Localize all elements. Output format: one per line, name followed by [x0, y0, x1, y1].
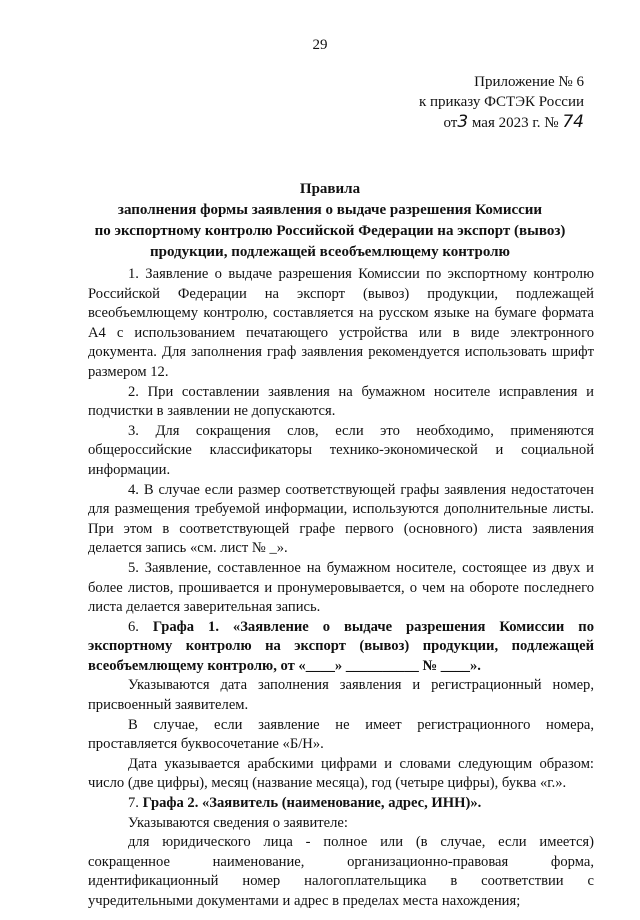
document-title	[60, 179, 600, 263]
appendix-title: Приложение № 6	[474, 74, 584, 90]
appendix-date-line	[419, 112, 584, 133]
appendix-order-ref: к приказу ФСТЭК России	[418, 94, 584, 110]
paragraph-10	[88, 794, 594, 814]
date-middle: мая 2023 г. №	[468, 115, 563, 131]
paragraph-10-heading: Графа 2. «Заявитель (наименование, адрес, ИНН)».	[142, 795, 482, 812]
paragraph-10-number: 7.	[128, 795, 143, 812]
paragraph-5: 5. Заявление, составленное на бумажном носителе, состоящее из двух и более листов, прошивается и пронумеровывается, о чем на обороте последнего листа делается заверительная запись.	[88, 559, 594, 616]
paragraph-6-number: 6.	[128, 618, 153, 635]
paragraph-6-heading: Графа 1. «Заявление о выдаче разрешения Комиссии по экспортному контролю на экспорт (вывоз) продукции, подлежащей всеобъемлющему контролю, от «____» __________ № ____».	[88, 618, 594, 674]
paragraph-11: Указываются сведения о заявителе:	[128, 814, 348, 831]
paragraph-6	[88, 618, 594, 677]
title-line-1: Правила	[299, 181, 361, 197]
paragraph-2: 2. При составлении заявления на бумажном носителе исправления и подчистки в заявлении не допускаются.	[88, 383, 594, 420]
title-line-3: по экспортному контролю Российской Федерации на экспорт (вывоз)	[94, 223, 566, 239]
document-body	[88, 265, 594, 912]
title-line-2: заполнения формы заявления о выдаче разрешения Комиссии	[117, 202, 543, 218]
paragraph-12: для юридического лица - полное или (в случае, если имеется) сокращенное наименование, организационно-правовая форма, идентификационный номер налогоплательщика в соответствии с учредительными документами и адрес в пределах места нахождения;	[88, 834, 594, 909]
title-line-4: продукции, подлежащей всеобъемлющему контролю	[149, 244, 511, 260]
paragraph-3: 3. Для сокращения слов, если это необходимо, применяются общероссийские классификаторы технико-экономической и социальной информации.	[88, 422, 594, 478]
paragraph-1: 1. Заявление о выдаче разрешения Комиссии по экспортному контролю Российской Федерации на экспорт (вывоз) продукции, подлежащей всеобъемлющему контролю, составляется на русском языке на бумаге формата А4 с использованием печатающего устройства или в виде электронного документа. Для заполнения граф заявления рекомендуется использовать шрифт размером 12.	[88, 266, 594, 380]
paragraph-7: Указываются дата заполнения заявления и регистрационный номер, присвоенный заявителем.	[88, 677, 594, 714]
handwritten-order-number: 74	[562, 112, 584, 132]
page-number: 29	[312, 37, 328, 53]
paragraph-8: В случае, если заявление не имеет регистрационного номера, проставляется буквосочетание «Б/Н».	[88, 716, 594, 753]
appendix-header	[419, 72, 584, 133]
paragraph-4: 4. В случае если размер соответствующей графы заявления недостаточен для размещения требуемой информации, используются дополнительные листы. При этом в соответствующей графе первого (основного) листа заявления делается запись «см. лист № _».	[88, 481, 594, 557]
paragraph-9: Дата указывается арабскими цифрами и словами следующим образом: число (две цифры), месяц (название месяца), год (четыре цифры), буква «г.».	[88, 755, 594, 792]
date-prefix: от	[443, 115, 458, 131]
handwritten-day: 3	[457, 112, 469, 132]
